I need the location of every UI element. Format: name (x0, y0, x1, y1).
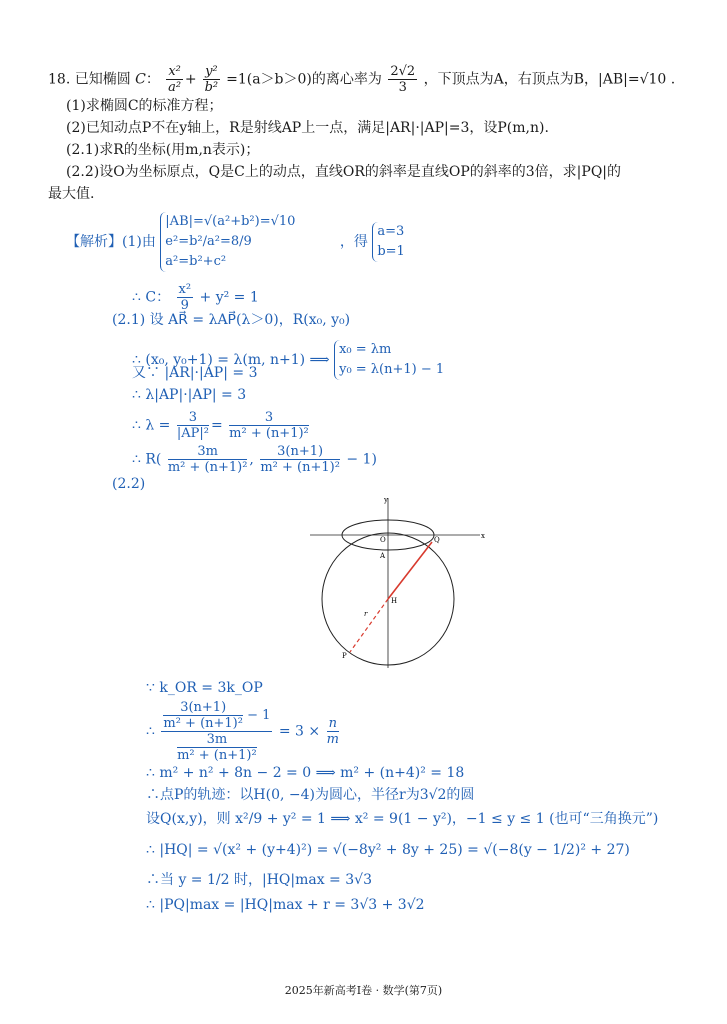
segment-hq (388, 542, 432, 599)
ellipse-post: + y² = 1 (199, 289, 259, 306)
system-1 (160, 212, 295, 272)
label-x: x (481, 532, 485, 540)
part21-line4: ∴ λ = $\frac{3}{\text{|AP|²}}$ = $\frac{3}{\text{m² + (n+1)²}}$ (132, 410, 309, 441)
question-2-2-tail: 最大值. (48, 186, 95, 202)
label-h: H (391, 597, 398, 605)
problem-number: 18. (48, 71, 71, 88)
ratio-top: $\frac{3(n+1)}{\text{m² + (n+1)²}}$ (163, 700, 243, 731)
stem-text-1: 已知椭圆 (74, 71, 131, 88)
problem-stem: 18. 已知椭圆 C： $\frac{\text{x²}}{\text{a²}}$ + $\frac{\text{y²}}{\text{b²}}$ =1(a＞b＞0)的离心率为 $\frac{2√2}{3}$ ，下顶点为A，右顶点为B，|AB|=√10 . (48, 64, 676, 95)
system-2 (372, 222, 405, 262)
sys2-row: b=1 (377, 244, 405, 259)
frac-e: $\frac{2√2}{3}$ (390, 64, 416, 95)
part22-label: (2.2) (112, 476, 146, 492)
l5-pre: ∴ R( (132, 451, 162, 468)
sys1-row: |AB|=√(a²+b²)=√10 (165, 214, 296, 229)
k-relation: ∵ k_OR = 3k_OP (146, 680, 263, 696)
part21-system (334, 340, 444, 380)
ellipse-equation (132, 282, 259, 313)
then-text: ，得 (339, 234, 368, 250)
circle-equation: ∴ m² + n² + 8n − 2 = 0 ⟹ m² + (n+4)² = 18 (146, 765, 465, 781)
label-a: A (380, 552, 386, 560)
set-q: 设Q(x,y)，则 x²/9 + y² = 1 ⟹ x² = 9(1 − y²)，−1 ≤ y ≤ 1 (也可“三角换元”) (146, 811, 659, 827)
frac-x: $\frac{\text{x²}}{\text{a²}}$ (168, 64, 182, 95)
part21-sys-row: x₀ = λm (339, 342, 392, 357)
ratio-top-minus: − 1 (247, 708, 271, 723)
part21-set: 设 AR⃗ = λAP⃗(λ＞0)，R(x₀, y₀) (149, 312, 351, 328)
label-p: P (342, 652, 347, 660)
part21-line2: 又∵ |AR|·|AP| = 3 (132, 365, 258, 381)
segment-hp (350, 599, 388, 652)
ratio-pre: ∴ (146, 723, 155, 740)
ellipse-frac: $\frac{\text{x²}}{9}$ (178, 282, 192, 313)
l4-pre: ∴ λ = (132, 417, 171, 434)
stem-text-3: ，下顶点为A，右顶点为B，|AB|=√10 . (423, 71, 676, 88)
ratio-post: = 3 × (278, 723, 321, 740)
part21-line5: ∴ R( $\frac{3m}{\text{m² + (n+1)²}}$ , $\frac{3(n+1)}{\text{m² + (n+1)²}}$ − 1) (132, 444, 377, 475)
question-1: (1)求椭圆C的标准方程； (66, 98, 223, 114)
label-r: r (364, 610, 368, 618)
part21-l1: ∴ (x₀, y₀+1) = λ(m, n+1) ⟹ (132, 352, 330, 368)
ellipse-pre: ∴ C： (132, 289, 171, 306)
l4-frac2: $\frac{3}{\text{m² + (n+1)²}}$ (229, 410, 309, 441)
ratio-compound (161, 700, 272, 763)
pq-max: ∴ |PQ|max = |HQ|max + r = 3√3 + 3√2 (146, 897, 425, 913)
hq-expression: ∴ |HQ| = √(x² + (y+4)²) = √(−8y² + 8y + 25) = √(−8(y − 1/2)² + 27) (146, 842, 630, 858)
sys1-row: e²=b²/a²=8/9 (165, 234, 252, 249)
l5-post: − 1) (346, 451, 377, 468)
label-q: Q (434, 536, 440, 544)
part21-sys-row: y₀ = λ(n+1) − 1 (339, 362, 445, 377)
sys1-row: a²=b²+c² (165, 254, 227, 269)
page-footer: 2025年新高考Ⅰ卷 · 数学(第7页) (284, 984, 443, 997)
part1-label: (1)由 (122, 234, 156, 250)
solution-part1 (66, 212, 405, 272)
question-2: (2)已知动点P不在y轴上，R是射线AP上一点，满足|AR|·|AP|=3，设P(m,n). (66, 120, 549, 136)
hq-max: ∴当 y = 1/2 时，|HQ|max = 3√3 (146, 872, 372, 888)
ratio-nm: $\frac{n}{m}$ (326, 716, 339, 747)
ratio-bottom: $\frac{3m}{\text{m² + (n+1)²}}$ (177, 732, 257, 763)
sys2-row: a=3 (377, 224, 405, 239)
trace-statement: ∴点P的轨迹：以H(0, −4)为圆心，半径r为3√2的圆 (146, 787, 475, 803)
l4-frac1: $\frac{3}{\text{|AP|²}}$ (176, 410, 209, 441)
geometry-figure (300, 490, 490, 670)
l5-frac1: $\frac{3m}{\text{m² + (n+1)²}}$ (167, 444, 248, 475)
label-y: y (384, 496, 388, 504)
question-2-1: (2.1)求R的坐标(用m,n表示)； (66, 142, 260, 158)
part21-label: (2.1) (112, 312, 146, 328)
frac-y: $\frac{\text{y²}}{\text{b²}}$ (204, 64, 219, 95)
l5-frac2: $\frac{3(n+1)}{\text{m² + (n+1)²}}$ (260, 444, 340, 475)
part21-setup (112, 310, 350, 330)
part21-line3: ∴ λ|AP|·|AP| = 3 (132, 387, 247, 403)
ratio-equation (146, 700, 341, 763)
question-2-2: (2.2)设O为坐标原点，Q是C上的动点，直线OR的斜率是直线OP的斜率的3倍，求|PQ|的 (66, 164, 622, 180)
analysis-tag: 【解析】 (66, 234, 122, 250)
label-o: O (380, 536, 386, 544)
stem-text-2: =1(a＞b＞0)的离心率为 (226, 71, 382, 88)
stem-c: C (135, 71, 146, 88)
